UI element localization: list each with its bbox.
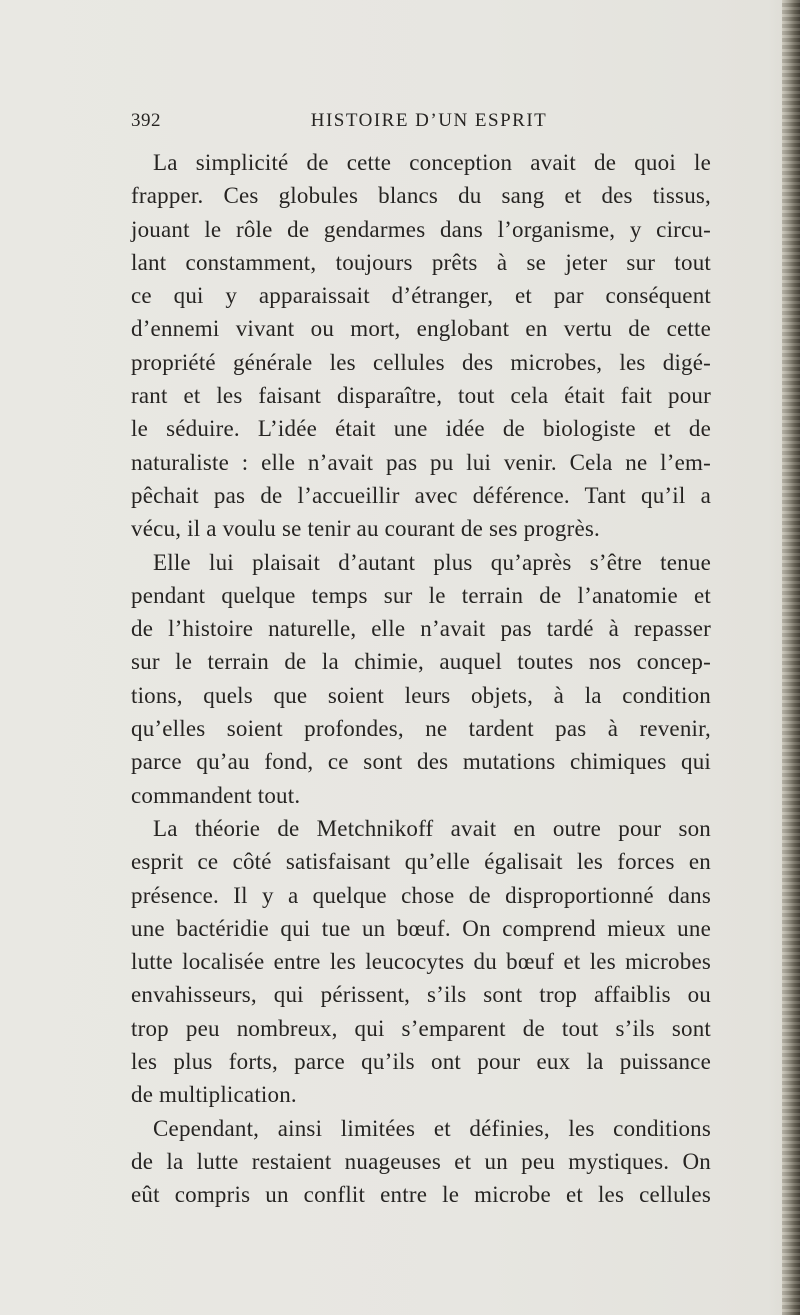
text-line: de multiplication. [131,1082,297,1108]
text-line: trop peu nombreux, qui s’emparent de tout s’ils sont [131,1015,711,1041]
text-line: ce qui y apparaissait d’étranger, et par conséquent [131,283,711,309]
text-line: de la lutte restaient nuageuses et un peu mystiques. On [131,1148,711,1174]
text-line: une bactéridie qui tue un bœuf. On comprend mieux une [131,915,711,941]
text-line: vécu, il a voulu se tenir au courant de ses progrès. [131,516,600,542]
text-line: frapper. Ces globules blancs du sang et des tissus, [131,183,711,209]
text-line: propriété générale les cellules des microbes, les digé- [131,349,711,375]
text-line: sur le terrain de la chimie, auquel toutes nos concep- [131,649,711,675]
body-text [131,146,711,1212]
text-line: lutte localisée entre les leucocytes du bœuf et les microbes [131,949,711,975]
text-line: pêchait pas de l’accueillir avec déférence. Tant qu’il a [131,482,711,508]
text-line: Elle lui plaisait d’autant plus qu’après s’être tenue [153,549,711,575]
page-number: 392 [131,110,161,131]
text-line: naturaliste : elle n’avait pas pu lui venir. Cela ne l’em- [131,449,711,475]
text-line: pendant quelque temps sur le terrain de l’anatomie et [131,582,711,608]
page-edge [782,0,800,1315]
text-line: La simplicité de cette conception avait de quoi le [153,150,711,175]
text-line: tions, quels que soient leurs objets, à la condition [131,682,711,708]
text-line: les plus forts, parce qu’ils ont pour eux la puissance [131,1049,711,1075]
text-line: rant et les faisant disparaître, tout cela était fait pour [131,383,711,409]
text-line: La théorie de Metchnikoff avait en outre pour son [153,815,711,841]
text-line: jouant le rôle de gendarmes dans l’organisme, y circu- [131,216,711,242]
text-line: lant constamment, toujours prêts à se jeter sur tout [131,249,711,275]
text-line: d’ennemi vivant ou mort, englobant en vertu de cette [131,316,711,342]
page-header [131,110,727,140]
text-line: Cependant, ainsi limitées et définies, les conditions [153,1115,711,1141]
text-line: qu’elles soient profondes, ne tardent pas à revenir, [131,716,711,742]
text-line: parce qu’au fond, ce sont des mutations chimiques qui [131,749,711,775]
text-line: esprit ce côté satisfaisant qu’elle égalisait les forces en [131,849,711,875]
text-line: commandent tout. [131,782,301,808]
text-line: eût compris un conflit entre le microbe et les cellules [131,1182,711,1208]
text-line: le séduire. L’idée était une idée de biologiste et de [131,416,711,442]
running-title: HISTOIRE D’UN ESPRIT [310,110,548,131]
text-line: de l’histoire naturelle, elle n’avait pas tardé à repasser [131,616,711,642]
text-line: envahisseurs, qui périssent, s’ils sont trop affaiblis ou [131,982,711,1008]
text-line: présence. Il y a quelque chose de disproportionné dans [131,882,711,908]
